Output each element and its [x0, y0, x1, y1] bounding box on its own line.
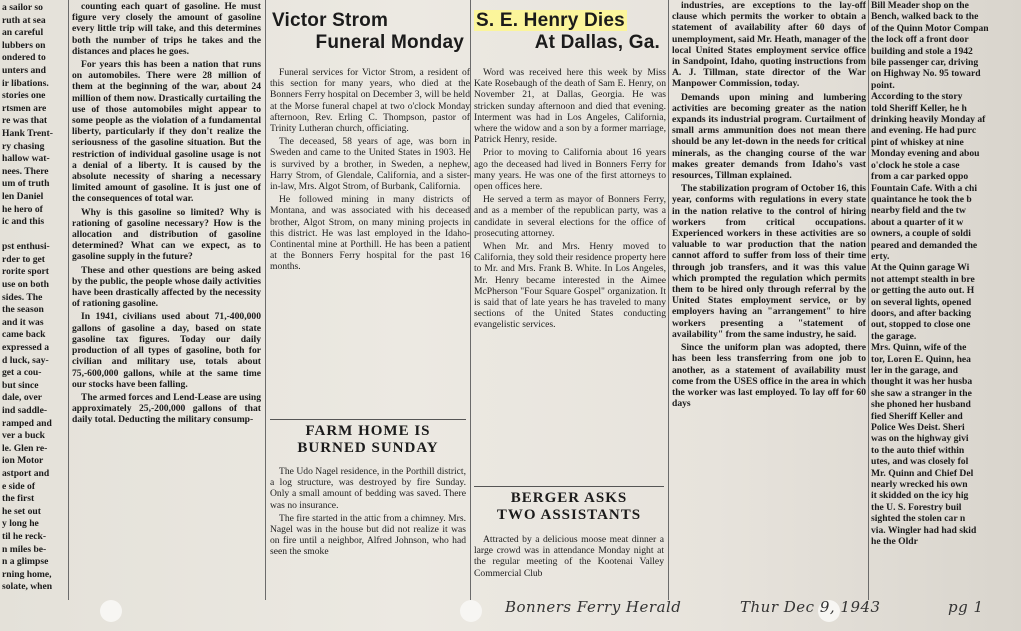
column-1-line: dale, over	[2, 392, 42, 404]
column-1-line: ruth at sea	[2, 14, 46, 26]
column-1-line: hallow wat-	[2, 153, 50, 165]
column-6-line: pint of whiskey at nine	[871, 136, 964, 148]
column-6-line: and evening. He had purc	[871, 125, 977, 137]
punch-hole-left	[100, 600, 122, 622]
column-1-line: ramped and	[2, 417, 52, 429]
strom-paragraph: He followed mining in many districts of Montana, and was associated with his deceased brother, Algot Strom, on many mining projects in this district. He was last employed in the Idaho-Continental mine at Porthill. He has been a patient at the Bonners Ferry hospital for the past 16 months.	[270, 194, 470, 273]
strom-paragraph: Funeral services for Victor Strom, a resident of this section for many years, who died at the Bonners Ferry hospital on December 3, will be held at the Morse funeral chapel at two o'clock Monday afternoon, Rev. Erling C. Thompson, pastor of Trinity Lutheran church, officiating.	[270, 67, 470, 135]
column-6-line: was on the highway givi	[871, 433, 969, 445]
column-1-line: Hank Trent-	[2, 127, 53, 139]
manpower-paragraph: Since the uniform plan was adopted, there has been less transferring from one job to another, as a statement of availability must come from the USES office in the area in which the worker was last employed. To lay off for 60 days	[672, 342, 866, 410]
column-6-line: told Sheriff Keller, he h	[871, 102, 967, 114]
gasoline-paragraph: The armed forces and Lend-Lease are using approximately 25,-200,000 gallons of that daily total. Deducting the military consump-	[72, 391, 261, 426]
handwritten-paper-name: Bonners Ferry Herald	[505, 598, 682, 616]
column-6-line: building and stole a 1942	[871, 45, 973, 57]
column-6-line: drinking heavily Monday af	[871, 114, 986, 126]
column-1-line: unters and	[2, 64, 46, 76]
punch-hole-middle	[460, 600, 482, 622]
column-6-line: she saw a stranger in the	[871, 387, 972, 399]
berger-headline-line-1: BERGER ASKS	[510, 490, 628, 506]
column-1-line: came back	[2, 329, 46, 341]
column-6-line: to the auto thief within	[871, 444, 965, 456]
column-6-line: fied Sheriff Keller and	[871, 410, 963, 422]
column-1-line: rning home,	[2, 568, 52, 580]
column-6-line: sighted the stolen car n	[871, 513, 966, 525]
column-6-line: peared and demanded the	[871, 239, 978, 251]
column-1-line: ir libations.	[2, 77, 49, 89]
column-1-line: len Daniel	[2, 190, 44, 202]
column-1-line: ondered to	[2, 52, 46, 64]
column-1-line: but since	[2, 379, 39, 391]
column-1-line: y long he	[2, 518, 39, 530]
column-1-line: solate, when	[2, 581, 53, 593]
henry-body	[474, 67, 666, 331]
column-4	[474, 10, 666, 600]
column-6-line: According to the story	[871, 91, 963, 103]
column-1-line: ver a buck	[2, 430, 45, 442]
column-2-gasoline-article	[72, 1, 261, 597]
gasoline-paragraph: counting each quart of gasoline. He must figure very closely the amount of gasoline every little trip will take, and this determines both the number of trips he takes and the distances and places he goes.	[72, 1, 261, 57]
berger-body	[474, 534, 664, 579]
column-6-line: on Highway No. 95 toward	[871, 68, 981, 80]
column-1-line: he set out	[2, 505, 41, 517]
column-6-line: owners, a couple of soldi	[871, 228, 971, 240]
column-1-line: ion Motor	[2, 455, 44, 467]
farm-paragraph: The fire started in the attic from a chimney. Mrs. Nagel was in the house but did not realize it was on fire until a neighbor, Alfred Johnson, who had seen the smoke	[270, 512, 466, 558]
column-6-line: the garage.	[871, 330, 917, 342]
column-rule-3	[470, 0, 471, 600]
column-1-line: get a cou-	[2, 367, 42, 379]
gasoline-paragraph: These and other questions are being asked by the public, the people whose daily activities have been drastically affected by the necessity of rationing gasoline.	[72, 264, 261, 310]
column-6-line: via. Wingler had had skid	[871, 524, 977, 536]
column-6-line: point.	[871, 79, 895, 91]
column-6-line: tor, Loren E. Quinn, hea	[871, 353, 971, 365]
gasoline-paragraph: For years this has been a nation that runs on automobiles. There were 28 million of them at the beginning of the war, about 24 million of them now. Drastically curtailing the use of those automobiles might appear to some people as the violation of a fundamental liberty, particularly if they don't realize the seriousness of the gasoline situation. But the restriction of individual gasoline usage is not a denial of a liberty. It is caused by the absolute necessity of sharing a necessary limited amount of gasoline. It is just one of the consequences of total war.	[72, 59, 261, 205]
column-6-line: Bench, walked back to the	[871, 11, 979, 23]
column-6-line: the U. S. Forestry buil	[871, 501, 962, 513]
column-1-line: lubbers on	[2, 39, 46, 51]
column-1-line: astport and	[2, 467, 50, 479]
column-1-line: ry chasing	[2, 140, 45, 152]
column-1-line: expressed a	[2, 342, 49, 354]
column-1-line: stories one	[2, 90, 46, 102]
column-1-line: the season	[2, 304, 44, 316]
column-6-line: nearly wrecked his own	[871, 479, 968, 491]
column-6-line: the lock off a front door	[871, 34, 969, 46]
column-1-line: pst enthusi-	[2, 241, 50, 253]
farm-body	[270, 466, 466, 558]
strom-body	[270, 67, 470, 273]
manpower-paragraph: industries, are exceptions to the lay-off clause which permits the worker to obtain a statement of availability after 60 days of unemployment, said Mr. Heath, manager of the local United States employment service office in Sandpoint, Idaho, quoting instructions from A. J. Tillman, state director of the War Manpower Commission, today.	[672, 0, 866, 90]
berger-paragraph: Attracted by a delicious moose meat dinner a large crowd was in attendance Monday night at the regular meeting of the Kootenai Valley Commercial Club	[474, 534, 664, 579]
manpower-paragraph: Demands upon mining and lumbering activities are becoming greater as the nation expands its industrial program. Curtailment of small arms ammunition does not mean there should be any let-down in the needs for critical minerals, as the changing course of the war makes greater demands from Idaho's vast resources, Tillman explained.	[672, 91, 866, 182]
berger-top-rule	[474, 486, 664, 487]
strom-article	[270, 10, 470, 273]
column-5-manpower-article	[672, 0, 866, 596]
henry-paragraph: Prior to moving to California about 16 years ago the deceased had lived in Bonners Ferry for many years. He was one of the first attorneys to open offices here.	[474, 147, 666, 193]
column-1-line: an careful	[2, 27, 44, 39]
henry-headline-line-2: At Dallas, Ga.	[534, 32, 660, 53]
column-1-line: ind saddle-	[2, 405, 48, 416]
column-1-cut-text	[2, 2, 66, 598]
column-1-line: til he reck-	[2, 530, 47, 542]
henry-headline-highlight: S. E. Henry Dies	[476, 10, 625, 31]
column-1-line: le. Glen re-	[2, 442, 48, 454]
column-1-line: rorite sport	[2, 266, 49, 278]
farm-headline-line-2: BURNED SUNDAY	[297, 440, 439, 456]
column-6-line: Mr. Quinn and Chief Del	[871, 467, 974, 479]
farm-top-rule	[270, 419, 466, 420]
column-1-line	[2, 229, 66, 242]
column-1-line: d luck, say-	[2, 354, 49, 366]
column-3	[270, 10, 470, 600]
column-6-line: quaintance he took the b	[871, 193, 972, 205]
column-6-line: nearby field and the tw	[871, 205, 966, 217]
column-6-line: he the Oldr	[871, 536, 918, 548]
column-6-line: Mrs. Quinn, wife of the	[871, 342, 967, 354]
strom-headline-line-1: Victor Strom	[272, 10, 389, 31]
farm-article	[270, 423, 466, 560]
handwritten-date: Thur Dec 9, 1943	[740, 598, 881, 616]
gasoline-paragraph: In 1941, civilians used about 71,-400,000 gallons of gasoline a day, based on state gasoline tax figures. Today our daily production of all types of gasoline, both for civilian and military use, totals about 75,-600,000 gallons, while at the same time our stocks have been falling.	[72, 311, 261, 390]
handwritten-page: pg 1	[948, 598, 984, 616]
column-rule-4	[668, 0, 669, 600]
column-6-line: of the Quinn Motor Compan	[871, 22, 989, 34]
column-1-line: n a glimpse	[2, 556, 49, 568]
column-6-line: Bill Meader shop on the	[871, 0, 969, 11]
column-6-line: Police Wes Deist. Sheri	[871, 422, 965, 434]
column-6-line: utes, and was closely fol	[871, 456, 969, 468]
farm-paragraph: The Udo Nagel residence, in the Porthill district, a log structure, was destroyed by fire Sunday. Only a small amount of bedding was saved. There was no insurance.	[270, 466, 466, 511]
column-6-line: about a quarter of it w	[871, 216, 964, 228]
manpower-paragraph: The stabilization program of October 16, this year, conforms with regulations in every state in the nation relative to the control of hiring workers from critical occupations. Experienced workers in these activities are so valuable to war production that the nation cannot afford to suffer from loss of their time through job transfers, and it was this value which prompted the regulation which permits them to be hired only through referral by the United States employment service, or by employers having an "arrangement" to hire workers presenting a "statement of availability" from the same industry, he said.	[672, 183, 866, 340]
column-1-line: he hero of	[2, 203, 43, 215]
column-6-line: or getting the auto out. H	[871, 285, 975, 297]
column-6-line: out, stopped to close one	[871, 319, 971, 331]
column-1-line: the first	[2, 493, 35, 505]
henry-paragraph: When Mr. and Mrs. Henry moved to California, they sold their residence property here to Mr. and Mrs. Frank B. White. In Los Angeles, Mr. Henry became interested in the Aimee McPherson "Four Square Gospel" organization. It is said that of late years he has traveled to many sections of the United States conducting evangelistic services.	[474, 241, 666, 331]
column-6-line: she phoned her husband	[871, 399, 971, 411]
column-1-line: ic and this	[2, 216, 45, 228]
henry-headline-line-1	[474, 10, 666, 32]
strom-headline-line-2: Funeral Monday	[315, 32, 464, 53]
column-rule-5	[868, 0, 869, 600]
column-1-line: use on both	[2, 279, 49, 291]
column-1-line: sides. The	[2, 291, 43, 303]
henry-paragraph: He served a term as mayor of Bonners Ferry, and as a member of the republican party, was a candidate in several elections for the office of prosecuting attorney.	[474, 194, 666, 239]
column-1-line: rtsmen are	[2, 102, 47, 114]
column-6-line: bile passenger car, driving	[871, 57, 979, 69]
column-1-line: nees. There	[2, 165, 49, 177]
gasoline-paragraph: Why is this gasoline so limited? Why is rationing of gasoline necessary? How is the allocation and distribution of gasoline determined? What can we expect, as to gasoline supply in the future?	[72, 206, 261, 263]
column-6-line: o'clock he stole a case	[871, 159, 960, 171]
berger-article	[474, 490, 664, 581]
column-6-line: thought it was her husba	[871, 376, 973, 388]
column-6-line: doors, and after backing	[871, 307, 972, 319]
column-6-line: not attempt stealth in bre	[871, 273, 975, 285]
henry-article	[474, 10, 666, 331]
column-1-line: re was that	[2, 115, 48, 127]
column-1-line: e side of	[2, 480, 36, 492]
column-6-line: Fountain Cafe. With a chi	[871, 182, 977, 194]
column-6-line: Monday evening and abou	[871, 148, 980, 160]
column-1-line: and it was	[2, 316, 44, 328]
column-1-line: rder to get	[2, 253, 45, 265]
column-6-cut-text	[871, 0, 1021, 598]
henry-paragraph: Word was received here this week by Miss Kate Rosebaugh of the death of Sam E. Henry, on November 21, at Dallas, Georgia. He was stricken sunday afternoon and died that evening. Interment was had in Los Angeles, California, where the widow and a son by a former marriage, Patrick Henry, reside.	[474, 67, 666, 146]
column-1-line: n miles be-	[2, 543, 47, 555]
column-6-line: erty.	[871, 250, 890, 262]
column-6-line: At the Quinn garage Wi	[871, 262, 970, 274]
column-6-line: on several lights, opened	[871, 296, 972, 308]
column-6-line: it skidded on the icy hig	[871, 490, 969, 502]
column-rule-1	[68, 0, 69, 600]
column-6-line: ler in the garage, and	[871, 365, 958, 376]
berger-headline-line-2: TWO ASSISTANTS	[496, 507, 642, 523]
column-6-line: from a car parked oppo	[871, 171, 969, 183]
column-1-line: um of truth	[2, 178, 50, 190]
column-rule-2	[265, 0, 266, 600]
column-1-line: a sailor so	[2, 2, 43, 13]
farm-headline-line-1: FARM HOME IS	[305, 423, 431, 439]
strom-paragraph: The deceased, 58 years of age, was born in Sweden and came to the United States in 1903. He is survived by a brother, in Sweden, a nephew, Harry Strom, of Glendale, California, and a sister-in-law, Mrs. Algot Strom, of Burbank, California.	[270, 136, 470, 193]
